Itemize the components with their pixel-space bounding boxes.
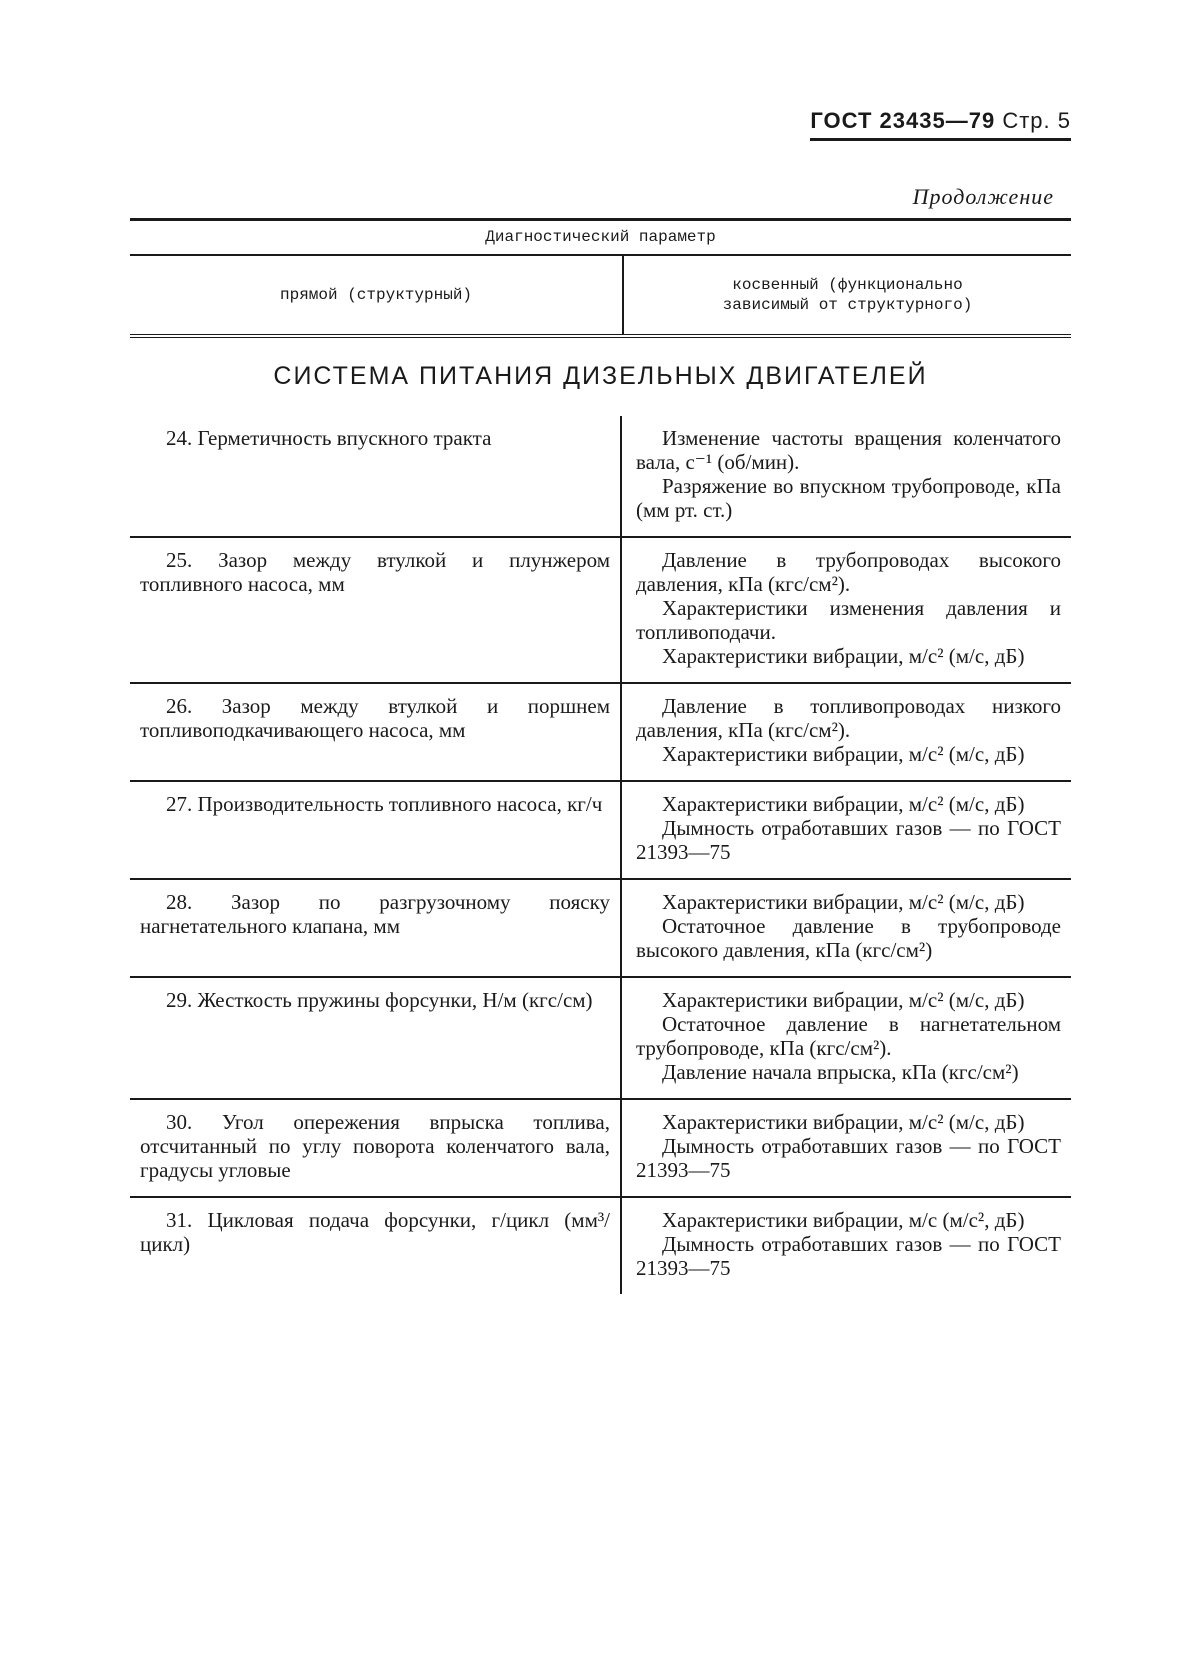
- row-indicator: Характеристики вибрации, м/с (м/с², дБ): [662, 1208, 1025, 1232]
- section-title: СИСТЕМА ПИТАНИЯ ДИЗЕЛЬНЫХ ДВИГАТЕЛЕЙ: [273, 362, 928, 390]
- row-indicator: Остаточное давление в нагнетательном трубопроводе, кПа (кгс/см²).: [636, 1012, 1061, 1060]
- row-indicator: Давление начала впрыска, кПа (кгс/см²): [662, 1060, 1019, 1084]
- table-row: [130, 538, 1071, 684]
- row-parameter: 25. Зазор между втулкой и плунжером топливного насоса, мм: [140, 548, 610, 596]
- table-header-title: Диагностический параметр: [130, 221, 1071, 256]
- page-header: [810, 108, 1071, 141]
- row-indicator: Дымность отработавших газов — по ГОСТ 21393—75: [636, 1134, 1061, 1182]
- row-indicator: Разряжение во впускном трубопроводе, кПа (мм рт. ст.): [636, 474, 1061, 522]
- row-parameter: 26. Зазор между втулкой и поршнем топливоподкачивающего насоса, мм: [140, 694, 610, 742]
- table-row: [130, 880, 1071, 978]
- row-indicator: Характеристики вибрации, м/с² (м/с, дБ): [662, 988, 1025, 1012]
- row-indicator: Характеристики вибрации, м/с² (м/с, дБ): [662, 644, 1025, 668]
- row-indicator: Дымность отработавших газов — по ГОСТ 21393—75: [636, 1232, 1061, 1280]
- row-indicator: Характеристики изменения давления и топливоподачи.: [636, 596, 1061, 644]
- row-indicator: Изменение частоты вращения коленчатого вала, с⁻¹ (об/мин).: [636, 426, 1061, 474]
- row-parameter: 28. Зазор по разгрузочному пояску нагнетательного клапана, мм: [140, 890, 610, 938]
- table-row: [130, 416, 1071, 538]
- row-parameter: 27. Производительность топливного насоса, кг/ч: [166, 792, 603, 816]
- table-row: [130, 782, 1071, 880]
- table-row: [130, 1100, 1071, 1198]
- table-row: [130, 684, 1071, 782]
- column-indirect-line1: косвенный (функционально: [732, 276, 963, 294]
- row-indicator: Давление в трубопроводах высокого давления, кПа (кгс/см²).: [636, 548, 1061, 596]
- row-parameter: 24. Герметичность впускного тракта: [166, 426, 492, 450]
- column-indirect-line2: зависимый от структурного): [722, 296, 973, 314]
- row-parameter: 29. Жесткость пружины форсунки, Н/м (кгс/см): [166, 988, 593, 1012]
- page-number: Стр. 5: [1002, 108, 1071, 133]
- row-indicator: Дымность отработавших газов — по ГОСТ 21393—75: [636, 816, 1061, 864]
- row-indicator: Давление в топливопроводах низкого давления, кПа (кгс/см²).: [636, 694, 1061, 742]
- standard-number: ГОСТ 23435—79: [810, 108, 996, 133]
- column-indirect: [624, 256, 1071, 334]
- row-parameter: 30. Угол опережения впрыска топлива, отсчитанный по углу поворота коленчатого вала, градусы угловые: [140, 1110, 610, 1182]
- row-indicator: Характеристики вибрации, м/с² (м/с, дБ): [662, 1110, 1025, 1134]
- row-indicator: Характеристики вибрации, м/с² (м/с, дБ): [662, 890, 1025, 914]
- table-header: [130, 218, 1071, 338]
- table-row: [130, 1198, 1071, 1294]
- row-indicator: Характеристики вибрации, м/с² (м/с, дБ): [662, 792, 1025, 816]
- row-parameter: 31. Цикловая подача форсунки, г/цикл (мм³/цикл): [140, 1208, 610, 1256]
- row-indicator: Остаточное давление в трубопроводе высокого давления, кПа (кгс/см²): [636, 914, 1061, 962]
- column-direct: прямой (структурный): [130, 256, 624, 334]
- continuation-label: Продолжение: [912, 184, 1054, 209]
- row-indicator: Характеристики вибрации, м/с² (м/с, дБ): [662, 742, 1025, 766]
- table-row: [130, 978, 1071, 1100]
- table-body: [0, 416, 1187, 1294]
